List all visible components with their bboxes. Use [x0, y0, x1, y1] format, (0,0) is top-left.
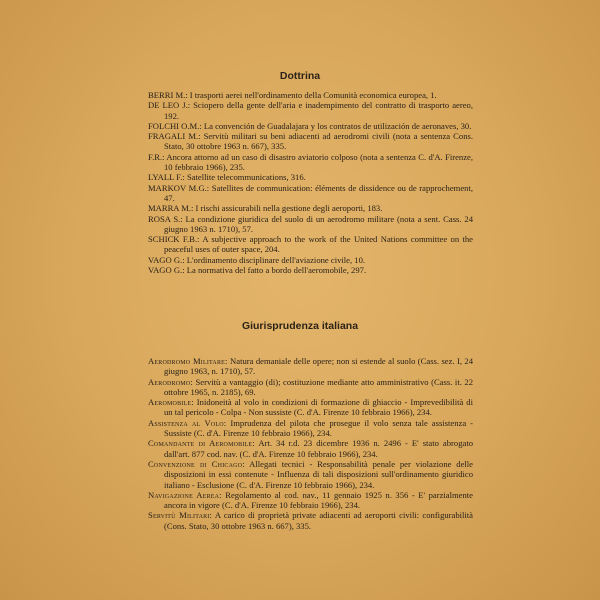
- entry-term: Navigazione Aerea:: [148, 489, 222, 500]
- jurisprudence-entry: [148, 438, 473, 459]
- entry-term: Aerodromo:: [148, 376, 193, 387]
- entry-text: Regolamento al cod. nav., 11 gennaio 1925 n. 356 - E' parzialmente ancora in vigore (C. d'A. Firenze 10 febbraio 1966), 234.: [164, 489, 473, 511]
- doctrine-heading: Dottrina: [279, 70, 321, 82]
- doctrine-entry: VAGO G.: L'ordinamento disciplinare dell'aviazione civile, 10.: [148, 254, 366, 265]
- entry-term: Aeromobile:: [148, 397, 194, 408]
- doctrine-list: [148, 90, 473, 275]
- doctrine-entry: VAGO G.: La normativa del fatto a bordo dell'aeromobile, 297.: [148, 265, 367, 276]
- doctrine-entry: FOLCHI O.M.: La convención de Guadalajara y los contratos de utilización de aeronaves, 30.: [148, 120, 472, 131]
- jurisprudence-entry: [148, 377, 473, 398]
- entry-text: Natura demaniale delle opere; non si estende al suolo (Cass. sez. I, 24 giugno 1963, n. 1710), 57.: [164, 356, 473, 377]
- entry-text: A carico di proprietà private adiacenti ad aeroporti civili: configurabilità (Cons. Stato, 30 ottobre 1963 n. 667), 335.: [164, 510, 473, 531]
- doctrine-entry: MARKOV M.G.: Satellites de communication: éléments de dissidence ou de rapprochement, 47.: [148, 182, 473, 203]
- entry-text: Allegati tecnici - Responsabilità penale per violazione delle disposizioni in essi contenute - Influenza di tali disposizioni sull'ordinamento giuridico italiano - Esclusione (C. d'A. Firenze 10 febbraio 1966), 234.: [164, 458, 473, 490]
- entry-term: Servitù Militari:: [148, 510, 213, 521]
- jurisprudence-heading: Giurisprudenza italiana: [241, 320, 359, 332]
- entry-term: Comandante di Aeromobile:: [148, 438, 255, 449]
- jurisprudence-entry: [148, 490, 473, 511]
- entry-text: Imprudenza del pilota che prosegue il volo senza tale assistenza - Sussiste (C. d'A. Firenze 10 febbraio 1966), 234.: [164, 417, 473, 439]
- entry-text: Inidoneità al volo in condizioni di formazione di ghiaccio - Imprevedibilità di un tal pericolo - Colpa - Non sussiste (C. d'A. Firenze 10 febbraio 1966), 234.: [164, 397, 473, 418]
- entry-term: Assistenza al Volo:: [148, 417, 227, 428]
- jurisprudence-list: [148, 356, 473, 531]
- jurisprudence-entry: [148, 418, 473, 439]
- jurisprudence-entry: [148, 510, 473, 531]
- doctrine-entry: ROSA S.: La condizione giuridica del suolo di un aerodromo militare (nota a sent. Cass. 24 giugno 1963 n. 1710), 57.: [148, 213, 473, 234]
- jurisprudence-entry: [148, 459, 473, 490]
- doctrine-entry: LYALL F.: Satellite telecommunications, 316.: [148, 172, 306, 183]
- entry-term: Aerodromo Militare:: [148, 356, 228, 366]
- doctrine-entry: MARRA M.: I rischi assicurabili nella gestione degli aeroporti, 183.: [148, 203, 383, 214]
- doctrine-entry: DE LEO J.: Sciopero della gente dell'aria e inadempimento del contratto di trasporto aereo, 192.: [148, 100, 473, 121]
- jurisprudence-entry: [148, 397, 473, 418]
- doctrine-entry: FRAGALI M.: Servitù militari su beni adiacenti ad aerodromi civili (nota a sentenza Cons. Stato, 30 ottobre 1963 n. 667), 335.: [148, 131, 473, 152]
- entry-text: Servitù a vantaggio (di); costituzione mediante atto amministrativo (Cass. it. 22 ottobre 1965, n. 2185), 69.: [164, 376, 474, 397]
- doctrine-entry: SCHICK F.B.: A subjective approach to the work of the United Nations committee on the peaceful uses of outer space, 204.: [148, 234, 473, 255]
- doctrine-entry: F.R.: Ancora attorno ad un caso di disastro aviatorio colposo (nota a sentenza C. d'A. Firenze, 10 febbraio 1966), 235.: [148, 151, 473, 173]
- entry-term: Convenzione di Chicago:: [148, 458, 245, 469]
- jurisprudence-entry: [148, 356, 473, 377]
- doctrine-entry: BERRI M.: I trasporti aerei nell'ordinamento della Comunità economica europea, 1.: [148, 90, 437, 100]
- entry-text: Art. 34 r.d. 23 dicembre 1936 n. 2496 - E' stato abrogato dall'art. 877 cod. nav. (C. d'A. Firenze 10 febbraio 1966), 234.: [164, 438, 473, 459]
